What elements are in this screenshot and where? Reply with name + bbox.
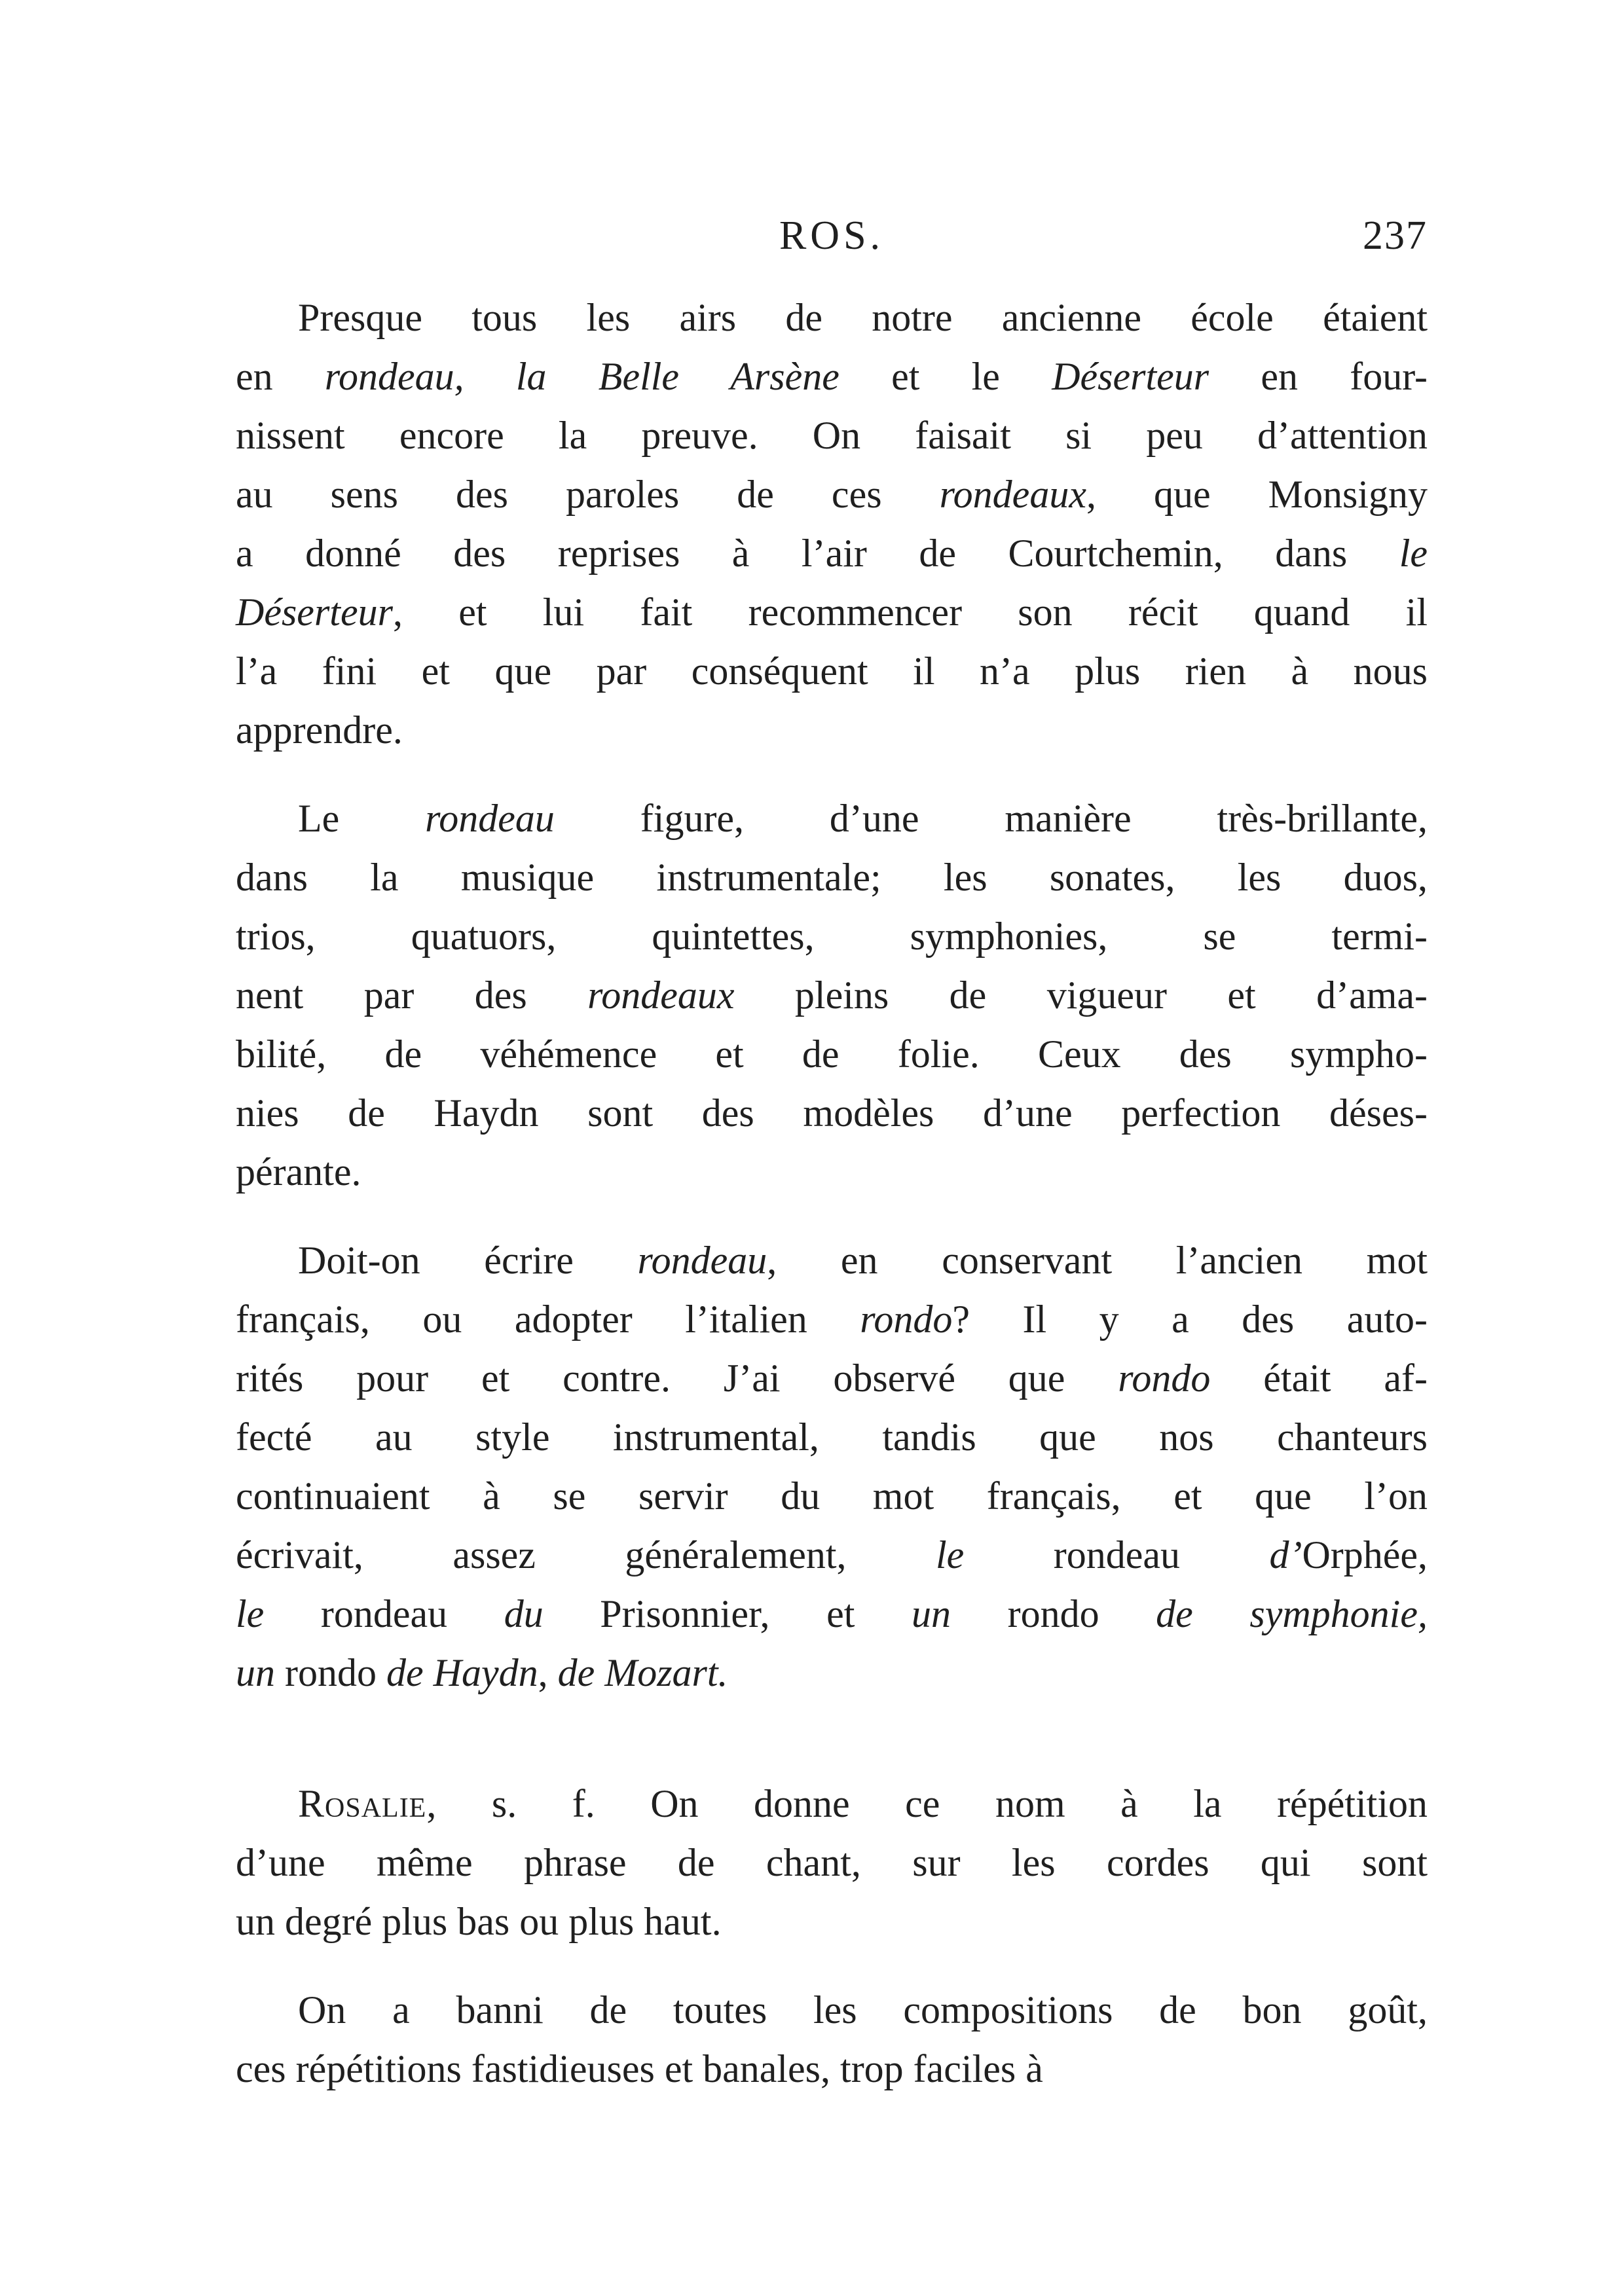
italic-text: de Haydn <box>386 1651 538 1694</box>
italic-text: un <box>912 1592 951 1635</box>
text-run: en <box>236 355 325 398</box>
italic-text: d’ <box>1269 1533 1302 1576</box>
text-line <box>236 1774 1428 1833</box>
italic-text: le <box>236 1592 265 1635</box>
italic-text: le <box>935 1533 965 1576</box>
text-run: , <box>538 1651 558 1694</box>
text-line <box>236 1584 1428 1643</box>
italic-text: rondeau <box>637 1239 767 1282</box>
text-line <box>236 524 1428 583</box>
text-line <box>236 1467 1428 1525</box>
italic-text: rondeau <box>425 797 555 840</box>
paragraph-5 <box>236 1980 1428 2098</box>
italic-text: rondeaux <box>939 473 1086 516</box>
text-run: , et lui fait recommencer son récit quand il <box>392 591 1428 634</box>
running-title: ROS. <box>779 213 885 258</box>
italic-text: le <box>1399 532 1428 575</box>
text-line <box>236 1892 1428 1951</box>
text-run: pleins de vigueur et d’ama- <box>734 974 1428 1017</box>
text-run: , en conservant l’ancien mot <box>767 1239 1428 1282</box>
text-run: rités pour et contre. J’ai observé que <box>236 1357 1118 1400</box>
text-run: ces répétitions fastidieuses et banales, trop faciles à <box>236 2047 1043 2090</box>
text-line <box>236 1408 1428 1467</box>
text-run: ? Il y a des auto- <box>952 1298 1428 1341</box>
text-run: figure, d’une manière très-brillante, <box>554 797 1428 840</box>
text-run: l’a fini et que par conséquent il n’a plus rien à nous <box>236 649 1428 693</box>
page-number: 237 <box>1363 213 1428 258</box>
text-line <box>236 789 1428 848</box>
text-line <box>236 966 1428 1025</box>
text-run: d’une même phrase de chant, sur les cordes qui sont <box>236 1841 1428 1884</box>
text-run: continuaient à se servir du mot français, et que l’on <box>236 1474 1428 1518</box>
text-run: , s. f. On donne ce nom à la répétition <box>426 1782 1428 1825</box>
text-run: , que Monsigny <box>1086 473 1428 516</box>
text-line <box>236 848 1428 907</box>
text-run: nissent encore la preuve. On faisait si peu d’attention <box>236 414 1428 457</box>
italic-text: un <box>236 1651 275 1694</box>
italic-text: rondo <box>860 1298 953 1341</box>
text-run: rondeau <box>964 1533 1270 1576</box>
text-run: Prisonnier, et <box>543 1592 912 1635</box>
text-line <box>236 907 1428 966</box>
text-run: Le <box>298 797 426 840</box>
text-line <box>236 1142 1428 1201</box>
text-run: trios, quatuors, quintettes, symphonies, se termi- <box>236 915 1428 958</box>
text-line <box>236 1980 1428 2039</box>
italic-text: du <box>504 1592 544 1635</box>
text-run: apprendre. <box>236 708 403 752</box>
italic-text: de symphonie, <box>1156 1592 1428 1635</box>
text-line <box>236 1833 1428 1892</box>
text-line <box>236 465 1428 524</box>
text-run: dans la musique instrumentale; les sonates, les duos, <box>236 856 1428 899</box>
text-run: au sens des paroles de ces <box>236 473 940 516</box>
text-run: en four- <box>1209 355 1428 398</box>
text-line <box>236 583 1428 642</box>
text-run: un degré plus bas ou plus haut. <box>236 1900 722 1943</box>
text-line <box>236 642 1428 701</box>
text-line <box>236 1290 1428 1349</box>
text-line <box>236 2039 1428 2098</box>
text-run: fecté au style instrumental, tandis que nos chanteurs <box>236 1415 1428 1459</box>
text-run: Orphée, <box>1302 1533 1428 1576</box>
text-line <box>236 288 1428 347</box>
italic-text: de Mozart. <box>557 1651 728 1694</box>
text-line <box>236 1643 1428 1702</box>
running-head <box>236 213 1428 272</box>
text-run: bilité, de véhémence et de folie. Ceux des sympho- <box>236 1032 1428 1076</box>
text-run: et le <box>839 355 1052 398</box>
text-run: On a banni de toutes les compositions de bon goût, <box>298 1988 1428 2032</box>
text-run: rondo <box>275 1651 386 1694</box>
italic-text: rondeau, la Belle Arsène <box>324 355 840 398</box>
text-run: écrivait, assez généralement, <box>236 1533 936 1576</box>
paragraph-1 <box>236 288 1428 759</box>
text-run: a donné des reprises à l’air de Courtchemin, dans <box>236 532 1399 575</box>
text-line <box>236 1231 1428 1290</box>
text-run: était af- <box>1210 1357 1428 1400</box>
italic-text: Déserteur <box>1052 355 1209 398</box>
paragraph-3 <box>236 1231 1428 1702</box>
italic-text: rondeaux <box>587 974 735 1017</box>
text-line <box>236 701 1428 759</box>
text-run: rondeau <box>264 1592 504 1635</box>
text-line <box>236 1349 1428 1408</box>
headword: Rosalie <box>298 1782 427 1825</box>
text-run: nent par des <box>236 974 588 1017</box>
text-line <box>236 1084 1428 1142</box>
text-run: nies de Haydn sont des modèles d’une perfection déses- <box>236 1091 1428 1135</box>
text-run: pérante. <box>236 1150 361 1194</box>
paragraph-2 <box>236 789 1428 1201</box>
text-run: Doit-on écrire <box>298 1239 638 1282</box>
italic-text: Déserteur <box>236 591 393 634</box>
text-run: français, ou adopter l’italien <box>236 1298 860 1341</box>
text-run: rondo <box>951 1592 1156 1635</box>
body-text <box>236 288 1428 2098</box>
italic-text: rondo <box>1118 1357 1211 1400</box>
text-line <box>236 1525 1428 1584</box>
text-line <box>236 347 1428 406</box>
text-line <box>236 406 1428 465</box>
entry-rosalie <box>236 1774 1428 1951</box>
text-line <box>236 1025 1428 1084</box>
text-run: Presque tous les airs de notre ancienne école étaient <box>298 296 1428 339</box>
